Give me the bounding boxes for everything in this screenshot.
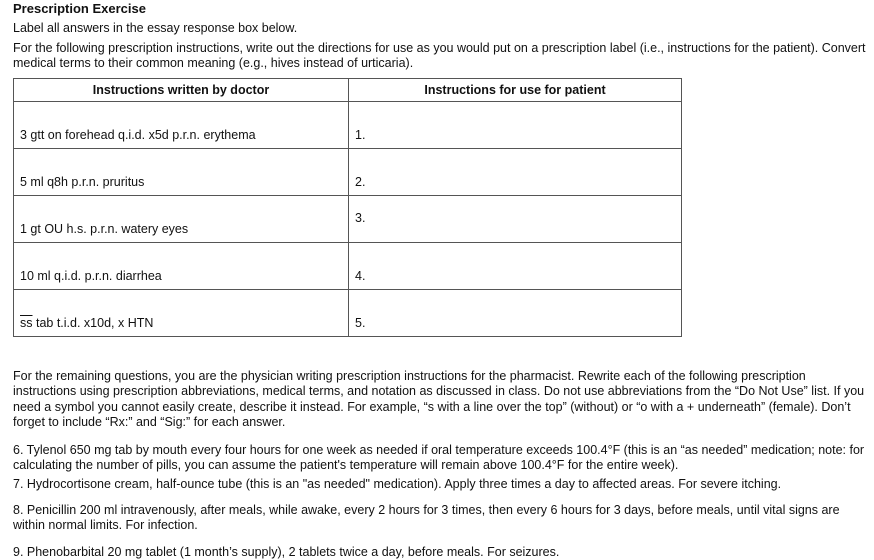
table-row [14, 289, 682, 336]
patient-answer-cell[interactable]: 1. [349, 101, 682, 148]
patient-answer-cell[interactable]: 2. [349, 148, 682, 195]
convert-instruction: For the following prescription instructions, write out the directions for use as you would put on a prescription label (i.e., instructions for the patient). Convert medical terms to their common meaning (e.g., hives instead of urticaria). [13, 40, 866, 70]
table-row [14, 148, 682, 195]
doctor-instruction: 10 ml q.i.d. p.r.n. diarrhea [14, 242, 349, 289]
patient-answer-cell[interactable]: 4. [349, 242, 682, 289]
doctor-instruction: 1 gt OU h.s. p.r.n. watery eyes [14, 195, 349, 242]
doctor-instruction: 3 gtt on forehead q.i.d. x5d p.r.n. erythema [14, 101, 349, 148]
doctor-instruction-text: tab t.i.d. x10d, x HTN [32, 315, 154, 330]
remaining-questions-intro: For the remaining questions, you are the physician writing prescription instructions for the pharmacist. Rewrite each of the following prescription instructions using prescription abbreviations, medical terms, and notation as discussed in class. Do not use abbreviations from the “Do Not Use” list. If you need a symbol you cannot easily create, describe it instead. For example, “s with a line over the top” (without) or “o with a + underneath” (female). Don’t forget to include “Rx:” and “Sig:” for each answer. [13, 368, 865, 429]
label-instruction: Label all answers in the essay response box below. [13, 21, 298, 35]
patient-answer-cell[interactable]: 5. [349, 289, 682, 336]
table-row [14, 101, 682, 148]
patient-answer-cell[interactable]: 3. [349, 195, 682, 242]
table-header-row [14, 78, 682, 101]
ss-overline-symbol: $\overline{ss}$ [20, 315, 33, 330]
prescription-table [13, 78, 682, 337]
table-row [14, 242, 682, 289]
worksheet-page [13, 0, 869, 560]
page-title: Prescription Exercise [13, 1, 146, 16]
table-row [14, 195, 682, 242]
question-8: 8. Penicillin 200 ml intravenously, after meals, while awake, every 2 hours for 3 times, then every 6 hours for 3 days, before meals, until vital signs are within normal limits. For infection. [13, 502, 840, 532]
question-9: 9. Phenobarbital 20 mg tablet (1 month’s supply), 2 tablets twice a day, before meals. For seizures. [13, 544, 560, 559]
doctor-instruction [14, 289, 349, 336]
question-7: 7. Hydrocortisone cream, half-ounce tube (this is an "as needed" medication). Apply three times a day to affected areas. For severe itching. [13, 476, 782, 491]
question-6: 6. Tylenol 650 mg tab by mouth every four hours for one week as needed if oral temperature exceeds 100.4°F (this is an “as needed” medication; note: for calculating the number of pills, you can assume the patient's temperature will remain above 100.4°F for the entire week). [13, 442, 865, 472]
header-doctor: Instructions written by doctor [14, 78, 349, 101]
header-patient: Instructions for use for patient [349, 78, 682, 101]
doctor-instruction: 5 ml q8h p.r.n. pruritus [14, 148, 349, 195]
